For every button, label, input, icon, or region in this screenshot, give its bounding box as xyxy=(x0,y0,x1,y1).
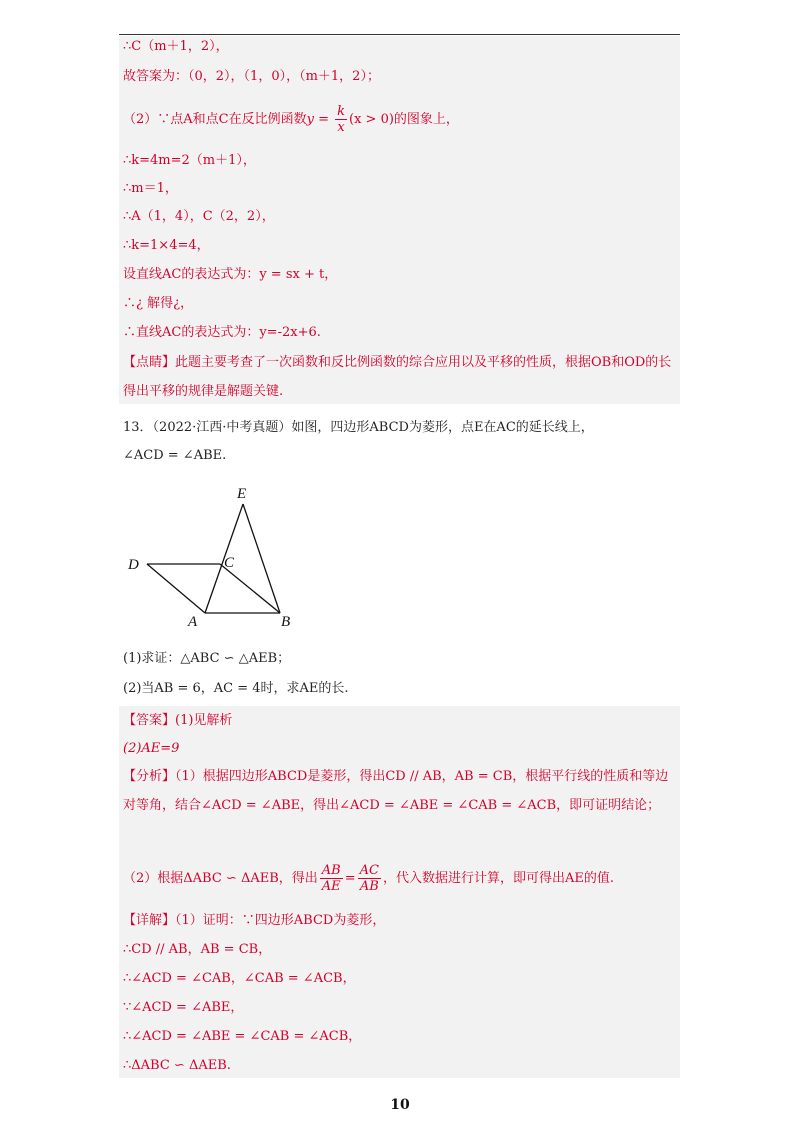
rhombus-figure xyxy=(125,482,305,632)
label-A: A xyxy=(188,614,198,630)
label-D: D xyxy=(128,557,139,573)
answer-line-1: 【答案】(1)见解析 xyxy=(123,713,233,728)
text-line-8: 设直线AC的表达式为：y = sx + t， xyxy=(123,267,338,282)
detail-line-2: ∴CD // AB，AB = CB， xyxy=(123,942,272,957)
text-line-6: ∴A（1，4），C（2，2）， xyxy=(123,209,275,224)
comment-paragraph: 【点睛】此题主要考查了一次函数和反比例函数的综合应用以及平移的性质，根据OB和OD的长得出平移的规律是解题关键. xyxy=(123,355,672,399)
detail-line-3: ∴∠ACD = ∠CAB，∠CAB = ∠ACB， xyxy=(123,971,356,986)
answer-line-2: (2)AE=9 xyxy=(123,741,180,756)
analysis-paragraph-2: （2）根据ΔABC ∽ ΔAEB，得出 $\frac{AB}{AE}$ = $\frac{AC}{AB}$ ，代入数据进行计算，即可得出AE的值. xyxy=(123,863,614,894)
analysis-paragraph-1: 【分析】（1）根据四边形ABCD是菱形，得出CD // AB，AB = CB，根据平行线的性质和等边对等角，结合∠ACD = ∠ABE，得出∠ACD = ∠ABE = ∠CAB = ∠ACB，即可证明结论； xyxy=(123,769,669,813)
label-B: B xyxy=(281,614,291,630)
detail-line-4: ∵∠ACD = ∠ABE， xyxy=(123,1000,244,1015)
text-line-9: ∴¿ 解得¿， xyxy=(123,296,194,311)
page-number: 10 xyxy=(390,1097,410,1113)
detail-line-1: 【详解】（1）证明：∵四边形ABCD为菱形， xyxy=(123,913,386,928)
text-line-3: （2）∵点A和点C在反比例函数y = $\frac{k}{x}$ (x > 0)的图象上， xyxy=(123,104,459,135)
text-line-7: ∴k=1×4=4， xyxy=(123,238,210,253)
problem-stem-2: ∠ACD = ∠ABE. xyxy=(123,448,227,463)
question-2: (2)当AB = 6，AC = 4时，求AE的长. xyxy=(123,681,349,696)
fraction-ab-over-ae: $\frac{AB}{AE}$ xyxy=(321,863,341,894)
fraction-ac-over-ab: $\frac{AC}{AB}$ xyxy=(359,863,379,894)
problem-stem-1: 13．（2022·江西·中考真题）如图，四边形ABCD为菱形，点E在AC的延长线上， xyxy=(123,420,594,435)
header-rule xyxy=(119,34,680,35)
fraction-k-over-x: $\frac{k}{x}$ xyxy=(337,104,346,135)
text-line-1: ∴C（m＋1，2）， xyxy=(123,39,229,54)
detail-line-6: ∴ΔABC ∽ ΔAEB. xyxy=(123,1058,231,1073)
text-line-5: ∴m＝1， xyxy=(123,181,178,196)
label-E: E xyxy=(237,486,247,502)
question-1: (1)求证：△ABC ∽ △AEB； xyxy=(123,651,291,666)
label-C: C xyxy=(224,555,235,571)
text-line-10: ∴直线AC的表达式为：y=-2x+6. xyxy=(123,325,321,340)
text-line-2: 故答案为：（0，2），（1，0），（m＋1，2）； xyxy=(123,69,380,84)
detail-line-5: ∴∠ACD = ∠ABE = ∠CAB = ∠ACB， xyxy=(123,1029,362,1044)
text-line-4: ∴k=4m=2（m＋1）， xyxy=(123,153,256,168)
